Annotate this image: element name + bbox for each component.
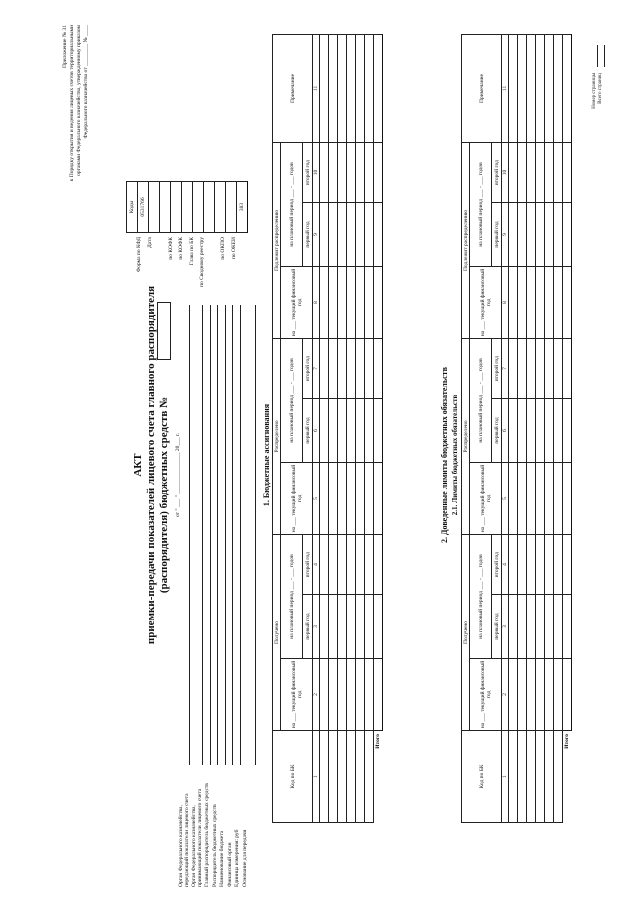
appendix-line-2: к Порядку открытия и ведения лицевых счетов территориальными xyxy=(69,25,75,182)
code-value-kofk-2 xyxy=(182,182,193,233)
header-fields xyxy=(178,783,249,887)
act-number-box xyxy=(157,302,171,360)
header-polucheno: Получено xyxy=(273,535,281,731)
totals-row-2 xyxy=(563,34,572,822)
col-num: 2 xyxy=(502,659,509,731)
header-tekushchiy-1: на ___ текущий финансовый год xyxy=(281,659,313,731)
header-kod-bk: Код по БК xyxy=(273,731,313,823)
header-tekushchiy-3: на ___ текущий финансовый год xyxy=(281,266,313,338)
table-section-2 xyxy=(461,34,572,823)
column-numbers-1 xyxy=(313,34,320,822)
table-row xyxy=(347,34,356,822)
field-line-1 xyxy=(189,305,190,765)
footer-page-line-1 xyxy=(597,45,598,67)
appendix-line-1: Приложение № 31 xyxy=(62,25,68,69)
col-num: 3 xyxy=(502,595,509,659)
header-planovy-1: на плановый период ___ - ___ годов xyxy=(281,535,303,659)
itogo-label-2: Итого xyxy=(564,734,571,749)
table-row xyxy=(554,34,563,822)
label-basis: Основание для передачи xyxy=(241,829,248,887)
act-date: от " ___ " _______________ 20___ г. xyxy=(175,432,181,518)
header-vtoroy-2-2: второй год xyxy=(492,338,502,398)
table-row xyxy=(356,34,365,822)
col-num: 5 xyxy=(502,463,509,535)
header-perviy-1: первый год xyxy=(303,595,313,659)
col-num: 8 xyxy=(502,266,509,338)
col-num: 4 xyxy=(313,535,320,595)
col-num: 2 xyxy=(313,659,320,731)
col-num: 10 xyxy=(313,142,320,202)
field-line-8 xyxy=(255,305,256,765)
field-line-3 xyxy=(210,305,211,765)
header-podlezhit-2: Подлежит распределению xyxy=(462,142,470,338)
header-planovy-2: на плановый период ___ - ___ годов xyxy=(281,338,303,462)
table-row xyxy=(329,34,338,822)
col-num: 8 xyxy=(313,266,320,338)
header-perviy-2-2: первый год xyxy=(492,399,502,463)
table-row xyxy=(365,34,374,822)
code-value-kfd: 0531766 xyxy=(138,182,149,233)
col-num: 10 xyxy=(502,142,509,202)
field-line-4 xyxy=(217,305,218,765)
label-organ-prin-1: Орган Федерального казначейства, xyxy=(191,805,197,887)
col-num: 6 xyxy=(502,399,509,463)
code-label-okei: по ОКЕИ xyxy=(230,237,237,260)
col-num: 3 xyxy=(313,595,320,659)
table-row xyxy=(518,34,527,822)
col-num: 7 xyxy=(313,338,320,398)
label-organ-prin-2: принимающий показатели лицевого счета xyxy=(197,788,203,887)
col-num: 5 xyxy=(313,463,320,535)
code-label-kofk-1: по КОФК xyxy=(167,237,174,260)
label-organ-pered-2: передающий показатели лицевого счета xyxy=(184,793,190,887)
label-glav-rasp: Главный распорядитель бюджетных средств xyxy=(204,783,210,887)
header-vtoroy-3: второй год xyxy=(303,142,313,202)
table-row xyxy=(545,34,554,822)
header-primechanie-2: Примечание xyxy=(462,34,502,142)
appendix-line-4: Федерального казначейства от ________ № ____ xyxy=(83,25,89,139)
act-title-word: АКТ xyxy=(132,453,144,477)
header-tekushchiy-2-1: на ___ текущий финансовый год xyxy=(470,659,502,731)
code-label-okpo: по ОКПО xyxy=(220,237,226,260)
footer-page-block xyxy=(592,73,604,133)
header-vtoroy-2-3: второй год xyxy=(492,142,502,202)
label-rasp: Распорядитель бюджетных средств xyxy=(211,804,218,887)
header-podlezhit: Подлежит распределению xyxy=(273,142,281,338)
code-label-glava: Глава по БК xyxy=(188,237,195,266)
header-perviy-3: первый год xyxy=(303,202,313,266)
label-organ-pered-1: Орган Федерального казначейства, xyxy=(178,805,184,887)
header-planovy-3: на плановый период ___ - ___ годов xyxy=(281,142,303,266)
codes-header: Коды xyxy=(127,182,138,233)
table-row xyxy=(320,34,329,822)
header-planovy-2-3: на плановый период ___ - ___ годов xyxy=(470,142,492,266)
table-row xyxy=(527,34,536,822)
appendix-block xyxy=(62,25,90,200)
field-line-7 xyxy=(240,305,241,765)
act-title-line-2: (распорядителя) бюджетных средств № xyxy=(158,396,170,594)
code-value-glava xyxy=(193,182,204,233)
label-unit: Единица измерения: руб xyxy=(234,829,240,887)
col-num: 9 xyxy=(313,202,320,266)
table-section-1 xyxy=(272,34,383,823)
code-value-reestr xyxy=(204,182,215,233)
label-budget-name: Наименование бюджета xyxy=(219,830,225,887)
header-planovy-2-2: на плановый период ___ - ___ годов xyxy=(470,338,492,462)
field-line-2 xyxy=(202,305,203,765)
section-2-subtitle: 2.1. Лимиты бюджетных обязательств xyxy=(451,394,459,516)
col-num: 11 xyxy=(313,34,320,142)
code-label-reestr: по Сводному реестру xyxy=(199,237,205,287)
header-polucheno-2: Получено xyxy=(462,535,470,731)
header-raspredeleno-2: Распределено xyxy=(462,338,470,534)
table-row xyxy=(509,34,518,822)
field-line-6 xyxy=(232,305,233,765)
field-line-5 xyxy=(225,305,226,765)
header-planovy-2-1: на плановый период ___ - ___ годов xyxy=(470,535,492,659)
table-row xyxy=(536,34,545,822)
col-num: 4 xyxy=(502,535,509,595)
header-primechanie: Примечание xyxy=(273,34,313,142)
itogo-label-1: Итого xyxy=(375,734,382,749)
footer-total-pages: Всего страниц xyxy=(598,73,603,104)
header-vtoroy-2: второй год xyxy=(303,338,313,398)
col-num: 9 xyxy=(502,202,509,266)
code-label-kofk-2: по КОФК xyxy=(178,237,184,260)
column-numbers-2 xyxy=(502,34,509,822)
header-tekushchiy-2-3: на ___ текущий финансовый год xyxy=(470,266,502,338)
code-label-date: Дата xyxy=(146,237,153,248)
footer-page-number: Номер страницы xyxy=(592,73,597,109)
header-raspredeleno: Распределено xyxy=(273,338,281,534)
code-value-okpo xyxy=(226,182,237,233)
section-1-title: 1. Бюджетные ассигнования xyxy=(262,403,271,507)
totals-row-1 xyxy=(374,34,383,822)
header-perviy-2: первый год xyxy=(303,399,313,463)
table-row xyxy=(338,34,347,822)
code-label-kfd: Форма по КФД xyxy=(136,237,142,273)
code-value-okei: 383 xyxy=(237,182,248,233)
header-perviy-2-3: первый год xyxy=(492,202,502,266)
footer-page-line-2 xyxy=(604,45,605,67)
code-value-kofk-1 xyxy=(171,182,182,233)
header-tekushchiy-2: на ___ текущий финансовый год xyxy=(281,463,313,535)
appendix-line-3: органами Федерального казначейства, утвержденному приказом xyxy=(76,25,82,176)
col-num: 7 xyxy=(502,338,509,398)
col-num: 6 xyxy=(313,399,320,463)
header-vtoroy-2-1: второй год xyxy=(492,535,502,595)
header-kod-bk-2: Код по БК xyxy=(462,731,502,823)
col-num: 1 xyxy=(502,731,509,823)
header-tekushchiy-2-2: на ___ текущий финансовый год xyxy=(470,463,502,535)
col-num: 11 xyxy=(502,34,509,142)
act-title-line-1: приемки-передачи показателей лицевого счета главного распорядителя xyxy=(145,285,157,645)
label-fin-organ: Финансовый орган xyxy=(226,842,233,887)
col-num: 1 xyxy=(313,731,320,823)
section-2-title: 2. Доведенные лимиты бюджетных обязательств xyxy=(440,367,449,543)
header-vtoroy-1: второй год xyxy=(303,535,313,595)
header-perviy-2-1: первый год xyxy=(492,595,502,659)
